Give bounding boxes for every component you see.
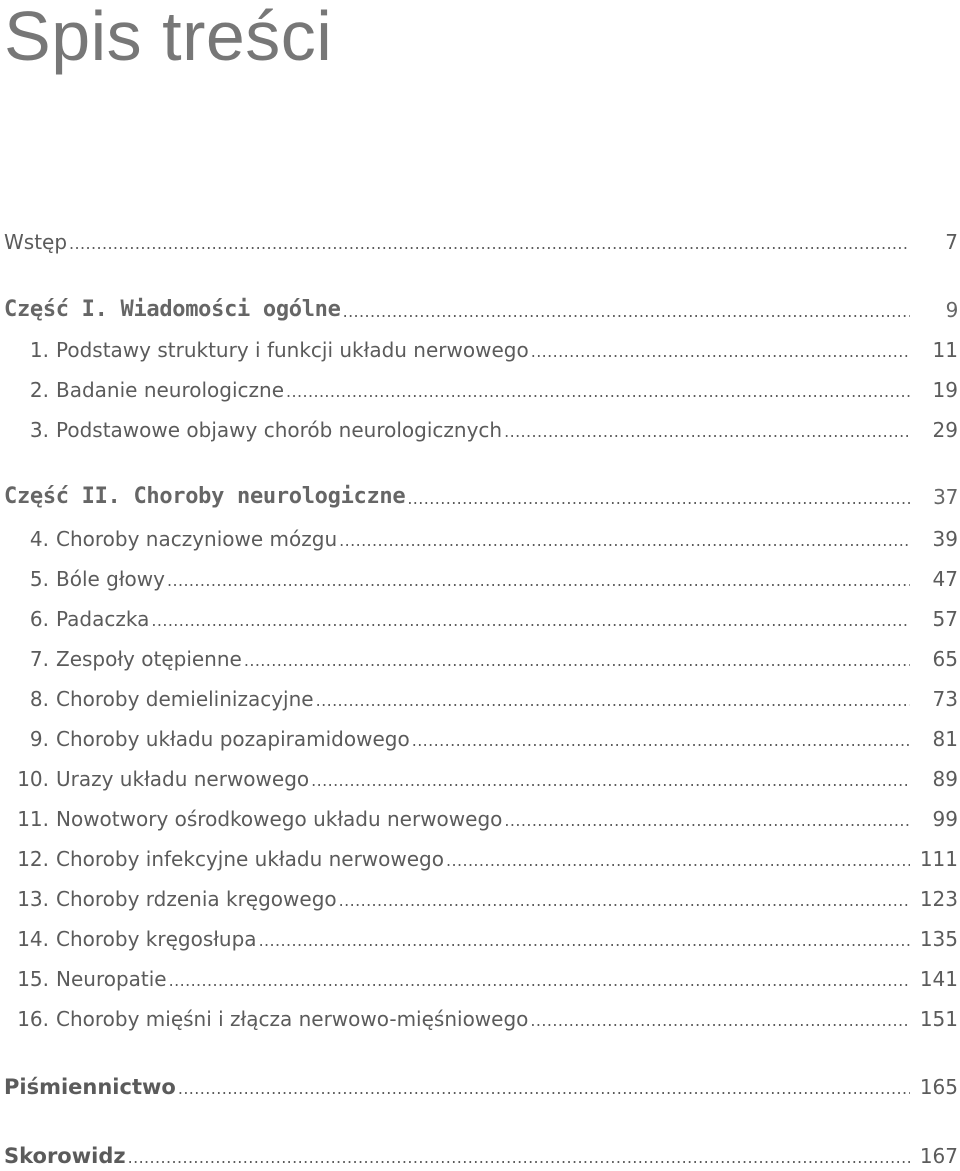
toc-page-number: 9 [945, 298, 958, 322]
toc-part-2[interactable] [0, 482, 960, 512]
toc-chapter[interactable] [0, 604, 960, 634]
toc-entry-label: Piśmiennictwo [4, 1075, 176, 1099]
dot-leader [178, 1072, 910, 1102]
toc-chapter[interactable] [0, 804, 960, 834]
dot-leader [504, 415, 910, 445]
toc-chapter[interactable] [0, 924, 960, 954]
dot-leader [504, 804, 910, 834]
toc-chapter[interactable] [0, 644, 960, 674]
toc-entry-label: Choroby naczyniowe mózgu [56, 527, 338, 551]
chapter-number: 8. [29, 687, 49, 711]
toc-page-number: 29 [932, 418, 958, 442]
toc-entry-label: Nowotwory ośrodkowego układu nerwowego [56, 807, 503, 831]
toc-part-1[interactable] [0, 295, 960, 325]
chapter-number: 10. [17, 767, 49, 791]
toc-chapter[interactable] [0, 724, 960, 754]
chapter-number: 5. [29, 567, 49, 591]
toc-page-number: 141 [919, 967, 958, 991]
toc-page-number: 165 [919, 1075, 958, 1099]
toc-page-number: 123 [919, 887, 958, 911]
dot-leader [311, 764, 910, 794]
toc-page-number: 57 [932, 607, 958, 631]
toc-entry-label: Choroby układu pozapiramidowego [56, 727, 410, 751]
toc-entry-label: Badanie neurologiczne [56, 378, 285, 402]
toc-page-number: 151 [919, 1007, 958, 1031]
toc-page-number: 19 [932, 378, 958, 402]
toc-entry-label: Wstęp [4, 230, 68, 254]
toc-chapter[interactable] [0, 844, 960, 874]
toc-entry-label: Choroby infekcyjne układu nerwowego [56, 847, 444, 871]
toc-page-number: 89 [932, 767, 958, 791]
dot-leader [128, 1141, 910, 1171]
dot-leader [339, 884, 910, 914]
toc-page-number: 81 [932, 727, 958, 751]
toc-chapter[interactable] [0, 1004, 960, 1034]
chapter-number: 15. [17, 967, 49, 991]
toc-page-number: 99 [932, 807, 958, 831]
toc-entry-label: Skorowidz [4, 1144, 126, 1168]
toc-chapter[interactable] [0, 764, 960, 794]
dot-leader [407, 482, 910, 512]
page-title: Spis treści [4, 0, 333, 75]
toc-chapter[interactable] [0, 684, 960, 714]
toc-part-label: Część II. Choroby neurologiczne [4, 484, 406, 509]
toc-entry-label: Urazy układu nerwowego [56, 767, 310, 791]
toc-entry-label: Choroby demielinizacyjne [56, 687, 314, 711]
dot-leader [259, 924, 910, 954]
toc-page-number: 11 [932, 338, 958, 362]
chapter-number: 3. [29, 418, 49, 442]
toc-page-number: 37 [933, 485, 958, 509]
toc-entry-label: Bóle głowy [56, 567, 165, 591]
dot-leader [339, 524, 910, 554]
chapter-number: 13. [17, 887, 49, 911]
dot-leader [169, 964, 910, 994]
toc-entry-index[interactable] [0, 1141, 960, 1171]
dot-leader [530, 1004, 910, 1034]
toc-chapter[interactable] [0, 884, 960, 914]
dot-leader [244, 644, 910, 674]
toc-page-number: 135 [919, 927, 958, 951]
toc-page-number: 73 [932, 687, 958, 711]
dot-leader [531, 335, 910, 365]
chapter-number: 16. [17, 1007, 49, 1031]
toc-page-number: 167 [919, 1144, 958, 1168]
toc-entry-label: Zespoły otępienne [56, 647, 242, 671]
dot-leader [412, 724, 910, 754]
dot-leader [286, 375, 910, 405]
toc-entry-label: Podstawowe objawy chorób neurologicznych [56, 418, 503, 442]
chapter-number: 12. [17, 847, 49, 871]
toc-entry-bibliography[interactable] [0, 1072, 960, 1102]
toc-page-number: 47 [932, 567, 958, 591]
toc-chapter[interactable] [0, 335, 960, 365]
dot-leader [343, 295, 910, 325]
toc-chapter[interactable] [0, 375, 960, 405]
chapter-number: 1. [29, 338, 49, 362]
chapter-number: 11. [17, 807, 49, 831]
dot-leader [69, 227, 910, 257]
toc-entry-label: Neuropatie [56, 967, 167, 991]
dot-leader [167, 564, 910, 594]
toc-entry-label: Podstawy struktury i funkcji układu nerwowego [56, 338, 529, 362]
toc-chapter[interactable] [0, 964, 960, 994]
toc-page-number: 39 [932, 527, 958, 551]
toc-chapter[interactable] [0, 564, 960, 594]
toc-entry-label: Choroby kręgosłupa [56, 927, 257, 951]
chapter-number: 6. [29, 607, 49, 631]
toc-page-number: 111 [919, 847, 958, 871]
dot-leader [151, 604, 910, 634]
toc-entry-label: Choroby mięśni i złącza nerwowo-mięśniowego [56, 1007, 529, 1031]
dot-leader [446, 844, 910, 874]
chapter-number: 4. [29, 527, 49, 551]
chapter-number: 9. [29, 727, 49, 751]
chapter-number: 7. [29, 647, 49, 671]
toc-entry-label: Choroby rdzenia kręgowego [56, 887, 337, 911]
toc-part-label: Część I. Wiadomości ogólne [4, 297, 341, 322]
toc-page-number: 65 [932, 647, 958, 671]
toc-entry-introduction[interactable] [0, 227, 960, 257]
chapter-number: 2. [29, 378, 49, 402]
chapter-number: 14. [17, 927, 49, 951]
dot-leader [316, 684, 910, 714]
toc-page-number: 7 [945, 230, 958, 254]
toc-entry-label: Padaczka [56, 607, 150, 631]
toc-chapter[interactable] [0, 415, 960, 445]
toc-chapter[interactable] [0, 524, 960, 554]
